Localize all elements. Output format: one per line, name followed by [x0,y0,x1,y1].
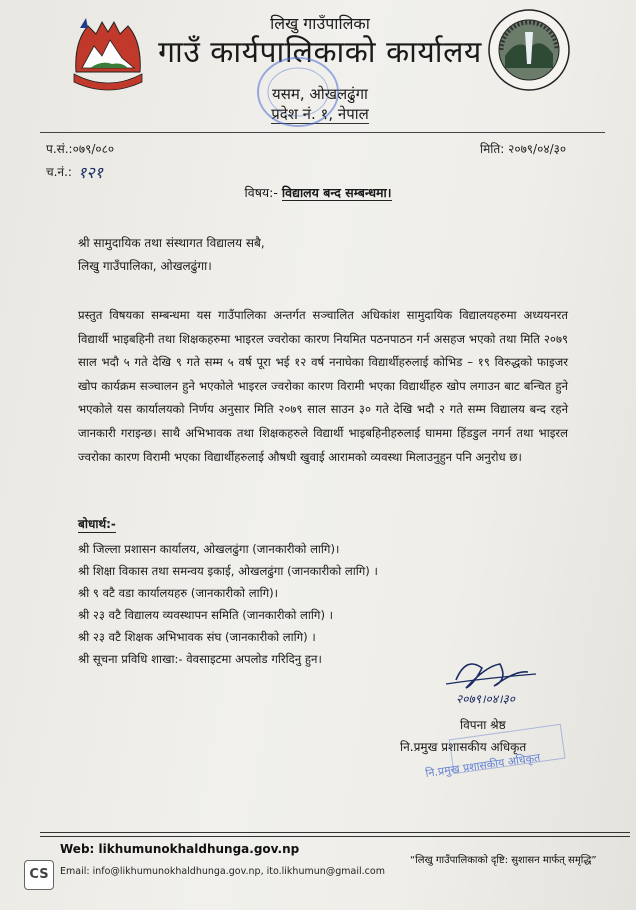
letter-date: मिति: २०७९/०४/३० [480,142,567,156]
cc-item: श्री ९ वटै वडा कार्यालयहरु (जानकारीको लागि)। [78,586,279,600]
cc-item: श्री २३ वटै शिक्षक अभिभावक संघ (जानकारीको लागि) । [78,630,316,644]
office-stamp [238,46,358,142]
cc-item: श्री सूचना प्रविधि शाखा:- वेवसाइटमा अपलोड गरिदिनु हुन। [78,652,322,666]
footer-divider [40,836,630,837]
header-municipality-name: लिखु गाउँपालिका [270,14,370,33]
addressee-line-2: लिखु गाउँपालिका, ओखलढुंगा। [78,259,212,273]
municipality-seal-logo [487,8,571,92]
cc-item: श्री २३ वटै विद्यालय व्यवस्थापन समिति (जानकारीको लागि) । [78,608,334,622]
subject-label: विषय:- [244,185,278,200]
dispatch-number: १२१ [78,163,103,182]
subject-line [0,184,636,201]
cc-title: बोधार्थ:- [78,517,116,531]
cc-item: श्री शिक्षा विकास तथा समन्वय इकाई, ओखलढुंगा (जानकारीको लागि) । [78,564,378,578]
dispatch-label: च.नं.: [46,165,72,179]
header-address: यसम, ओखलढुंगा [272,85,368,103]
letter-reference-number: प.सं.:०७९/०८० [46,142,115,156]
header-province: प्रदेश नं. १, नेपाल [271,105,369,123]
footer-divider [40,832,630,833]
header-office-title: गाउँ कार्यपालिकाको कार्यालय [158,35,482,70]
footer-email: Email: info@likhumunokhaldhunga.gov.np, ito.likhumun@gmail.com [60,866,385,877]
nepal-emblem-logo [66,12,150,96]
subject-title: विद्यालय बन्द सम्बन्धमा। [281,185,392,200]
signer-designation: नि.प्रमुख प्रशासकीय अधिकृत [400,740,527,754]
footer-slogan: “लिखु गाउँपालिकाको दृष्टि: सुशासन मार्फत् समृद्धि” [410,855,597,866]
header-divider [40,132,605,133]
signature-date: २०७९।०४।३० [456,692,516,706]
addressee-line-1: श्री सामुदायिक तथा संस्थागत विद्यालय सबै, [78,236,265,250]
cc-item: श्री जिल्ला प्रशासन कार्यालय, ओखलढुंगा (जानकारीको लागि)। [78,542,340,556]
designation-stamp-text: नि.प्रमुख प्रशासकीय अधिकृत [424,751,542,780]
signer-name: विपना श्रेष्ठ [460,718,506,732]
footer-website: Web: likhumunokhaldhunga.gov.np [60,842,300,856]
letter-body: प्रस्तुत विषयका सम्बन्धमा यस गाउँपालिका अन्तर्गत सञ्चालित अधिकांश सामुदायिक विद्यालयहरुमा अध्ययनरत विद्यार्थी भाइबहिनी तथा शिक्षकहरुमा भाइरल ज्वरोका कारण नियमित पठनपाठन गर्न असहज भएको तथा मिति २०७९ साल भदौ ५ गते देखि ९ गते सम्म ५ वर्ष पूरा भई १२ वर्ष ननाघेका विद्यार्थीहरुलाई कोभिड – १९ विरुद्धको फाइजर खोप कार्यक्रम सञ्चालन हुने भएकोले भाइरल ज्वरोका कारण विरामी भएका विद्यार्थीहरु खोप लगाउन बाट बन्चित हुने भएकोले यस कार्यालयको निर्णय अनुसार मिति २०७९ साल साउन ३० गते देखि भदौ २ गते सम्म विद्यालय बन्द रहने जानकारी गराइन्छ। साथै अभिभावक तथा शिक्षकहरुले विद्यार्थी भाइबहिनीहरुलाई घाममा हिंडडुल नगर्न तथा भाइरल ज्वरोका कारण विरामी भएका विद्यार्थीहरुलाई औषधी खुवाई आरामको व्यवस्था मिलाउनुहुन पनि अनुरोध छ। [78,308,568,464]
scanner-app-badge: CS [24,860,54,890]
